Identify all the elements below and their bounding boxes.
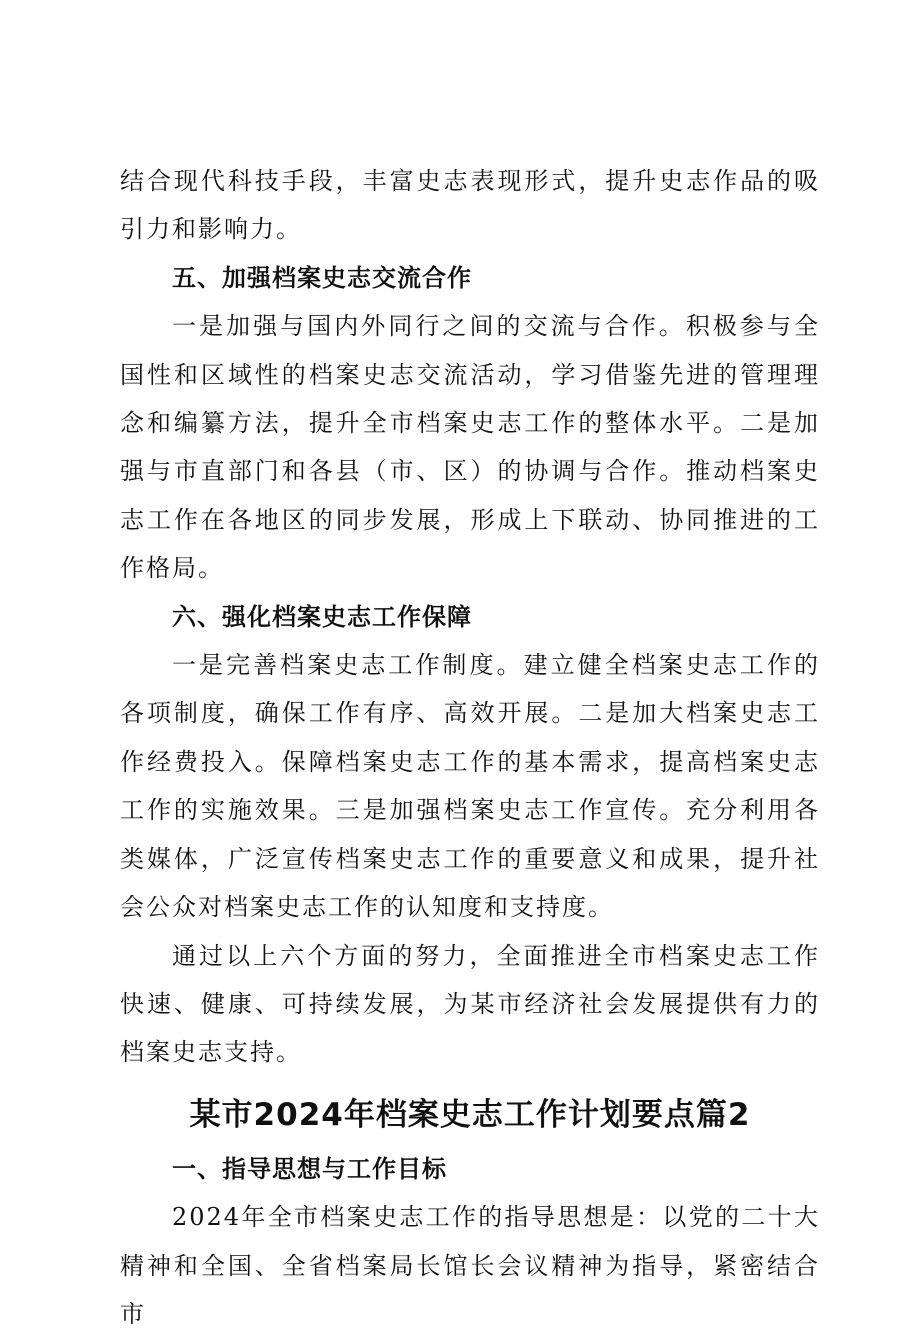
section-6-heading: 六、强化档案史志工作保障 [172,602,472,631]
document-page [120,157,820,1338]
part-2-section-1-paragraph: 2024年全市档案史志工作的指导思想是：以党的二十大精神和全国、全省档案局长馆长会议精神为指导，紧密结合市 [120,1203,820,1328]
conclusion-paragraph: 通过以上六个方面的努力，全面推进全市档案史志工作快速、健康、可持续发展，为某市经济社会发展提供有力的档案史志支持。 [120,941,820,1067]
section-6-paragraph: 一是完善档案史志工作制度。建立健全档案史志工作的各项制度，确保工作有序、高效开展。二是加大档案史志工作经费投入。保障档案史志工作的基本需求，提高档案史志工作的实施效果。三是加强档案史志工作宣传。充分利用各类媒体，广泛宣传档案史志工作的重要意义和成果，提升社会公众对档案史志工作的认知度和支持度。 [120,651,820,922]
section-5-heading: 五、加强档案史志交流合作 [172,263,472,292]
section-5-paragraph: 一是加强与国内外同行之间的交流与合作。积极参与全国性和区域性的档案史志交流活动，学习借鉴先进的管理理念和编纂方法，提升全市档案史志工作的整体水平。二是加强与市直部门和各县（市、区）的协调与合作。推动档案史志工作在各地区的同步发展，形成上下联动、协同推进的工作格局。 [120,312,820,583]
intro-continuation-paragraph: 结合现代科技手段，丰富史志表现形式，提升史志作品的吸引力和影响力。 [120,167,820,244]
document-title-part-2: 某市2024年档案史志工作计划要点篇2 [189,1096,751,1133]
part-2-section-1-heading: 一、指导思想与工作目标 [172,1154,447,1183]
